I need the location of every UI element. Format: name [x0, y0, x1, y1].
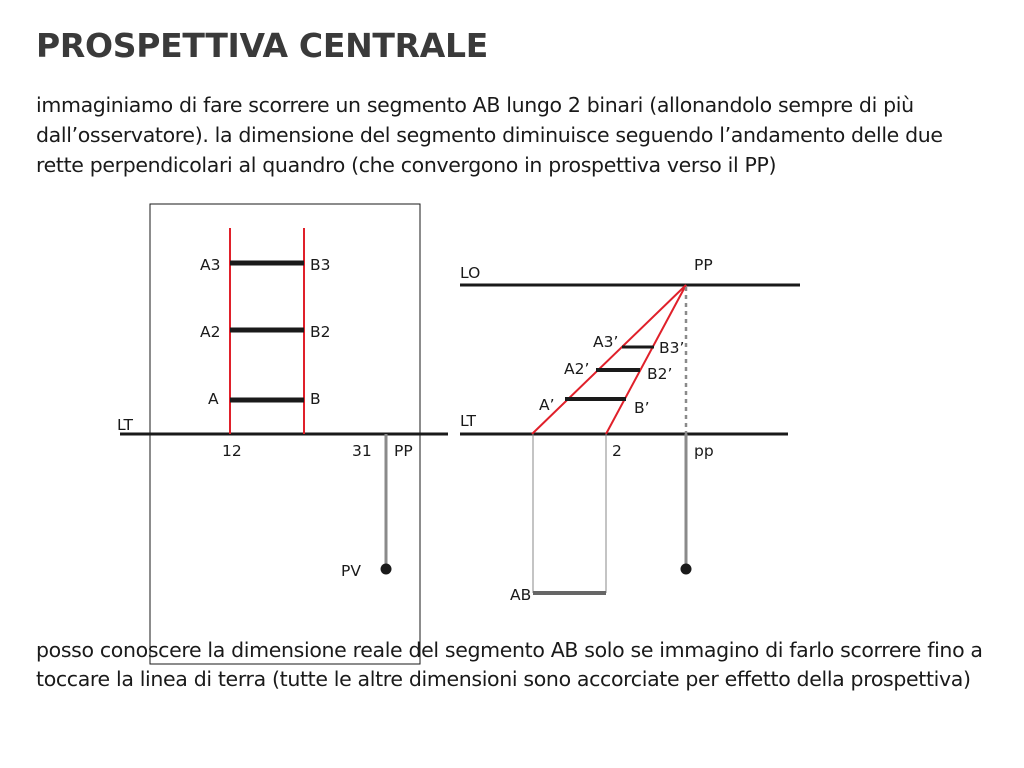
- label-bp: B’: [634, 399, 650, 417]
- label-b: B: [310, 390, 321, 408]
- label-pv: PV: [341, 562, 361, 580]
- label-31: 31: [352, 442, 372, 460]
- label-pp-lower: pp: [694, 442, 714, 460]
- label-pp-persp: PP: [694, 256, 713, 274]
- page-title: PROSPETTIVA CENTRALE: [36, 26, 488, 65]
- label-lo: LO: [460, 264, 481, 282]
- perspective-view: [460, 256, 800, 604]
- label-b3: B3: [310, 256, 331, 274]
- label-lt-persp: LT: [460, 412, 476, 430]
- label-12: 12: [222, 442, 242, 460]
- label-a3p: A3’: [593, 333, 619, 351]
- label-b3p: B3’: [659, 339, 685, 357]
- outro-text: posso conoscere la dimensione reale del segmento AB solo se immagino di farlo scorrere fino a toccare la linea di terra (tutte le altre dimensioni sono accorciate per effetto della prospettiva): [36, 638, 983, 691]
- label-ap: A’: [539, 396, 555, 414]
- label-a2p: A2’: [564, 360, 590, 378]
- label-b2p: B2’: [647, 365, 673, 383]
- intro-text: immaginiamo di fare scorrere un segmento AB lungo 2 binari (allonandolo sempre di più dall’osservatore). la dimensione del segmento diminuisce seguendo l’andamento delle due rette perpendicolari al quandro (che convergono in prospettiva verso il PP): [36, 93, 943, 177]
- label-pp-plan: PP: [394, 442, 413, 460]
- persp-viewpoint-dot: [681, 564, 692, 575]
- plan-view: [117, 204, 448, 664]
- label-lt-plan: LT: [117, 416, 133, 434]
- plan-viewpoint-dot: [381, 564, 392, 575]
- label-a2: A2: [200, 323, 221, 341]
- persp-rail-left: [532, 285, 686, 434]
- label-b2: B2: [310, 323, 331, 341]
- label-a3: A3: [200, 256, 221, 274]
- label-ab: AB: [510, 586, 532, 604]
- label-2: 2: [612, 442, 622, 460]
- label-a: A: [208, 390, 219, 408]
